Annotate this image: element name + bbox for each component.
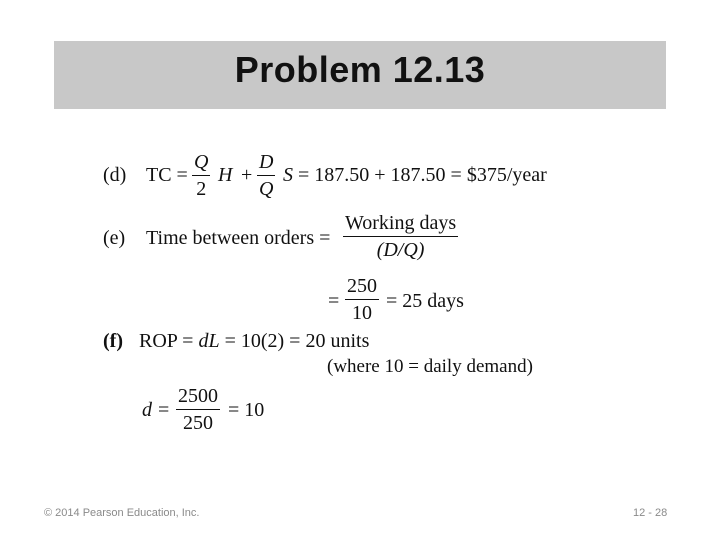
part-f-frac-num: 2500 [178,385,218,407]
part-e-label: (e) [103,227,126,249]
part-e-frac2-den: 10 [352,302,372,324]
part-f-fraction-2500-over-250 [176,386,220,433]
part-e-result: = 25 days [386,290,464,312]
part-f-d-eq: = [158,399,170,421]
fraction-bar [343,236,458,237]
part-f-label: (f) [103,330,123,352]
part-f-frac-den: 250 [183,412,213,434]
part-d-fraction-d-over-q [257,152,275,199]
part-d-h-var: H [218,164,233,186]
part-f-rop-var: dL [198,330,220,352]
part-d-frac1-num: Q [194,151,209,173]
part-f-d-result: = 10 [228,399,265,421]
part-e-frac2-num: 250 [347,275,377,297]
part-f-note: (where 10 = daily demand) [327,356,533,377]
part-d-result: = 187.50 + 187.50 = $375/year [298,164,547,186]
part-e-frac1-num: Working days [345,212,457,234]
fraction-bar [192,175,210,176]
fraction-bar [345,299,379,300]
part-d-label: (d) [103,164,127,186]
part-d-frac2-num: D [259,151,274,173]
fraction-bar [176,409,220,410]
part-f-d-var: d [142,399,152,421]
slide-title: Problem 12.13 [234,49,486,90]
part-d-frac2-den: Q [259,178,274,200]
part-d-frac1-den: 2 [196,178,207,200]
part-e-frac1-den: (D/Q) [376,239,425,261]
part-e-lhs: Time between orders = [146,227,331,249]
part-d-fraction-q-over-2 [192,152,210,199]
footer-page-number: 12 - 28 [633,507,668,519]
part-e-fraction-working-days [343,213,458,260]
part-d-lhs: TC = [146,164,188,186]
part-f-rop-prefix: ROP = [139,330,194,352]
part-e-eq2: = [328,290,340,312]
footer-copyright: © 2014 Pearson Education, Inc. [44,507,200,519]
part-f-rop-line [139,331,369,351]
title-bar [54,41,666,109]
part-d-plus: + [241,164,253,186]
part-f-rop-rest: = 10(2) = 20 units [224,330,370,352]
fraction-bar [257,175,275,176]
part-e-fraction-250-over-10 [345,276,379,323]
part-d-s-var: S [283,164,293,186]
